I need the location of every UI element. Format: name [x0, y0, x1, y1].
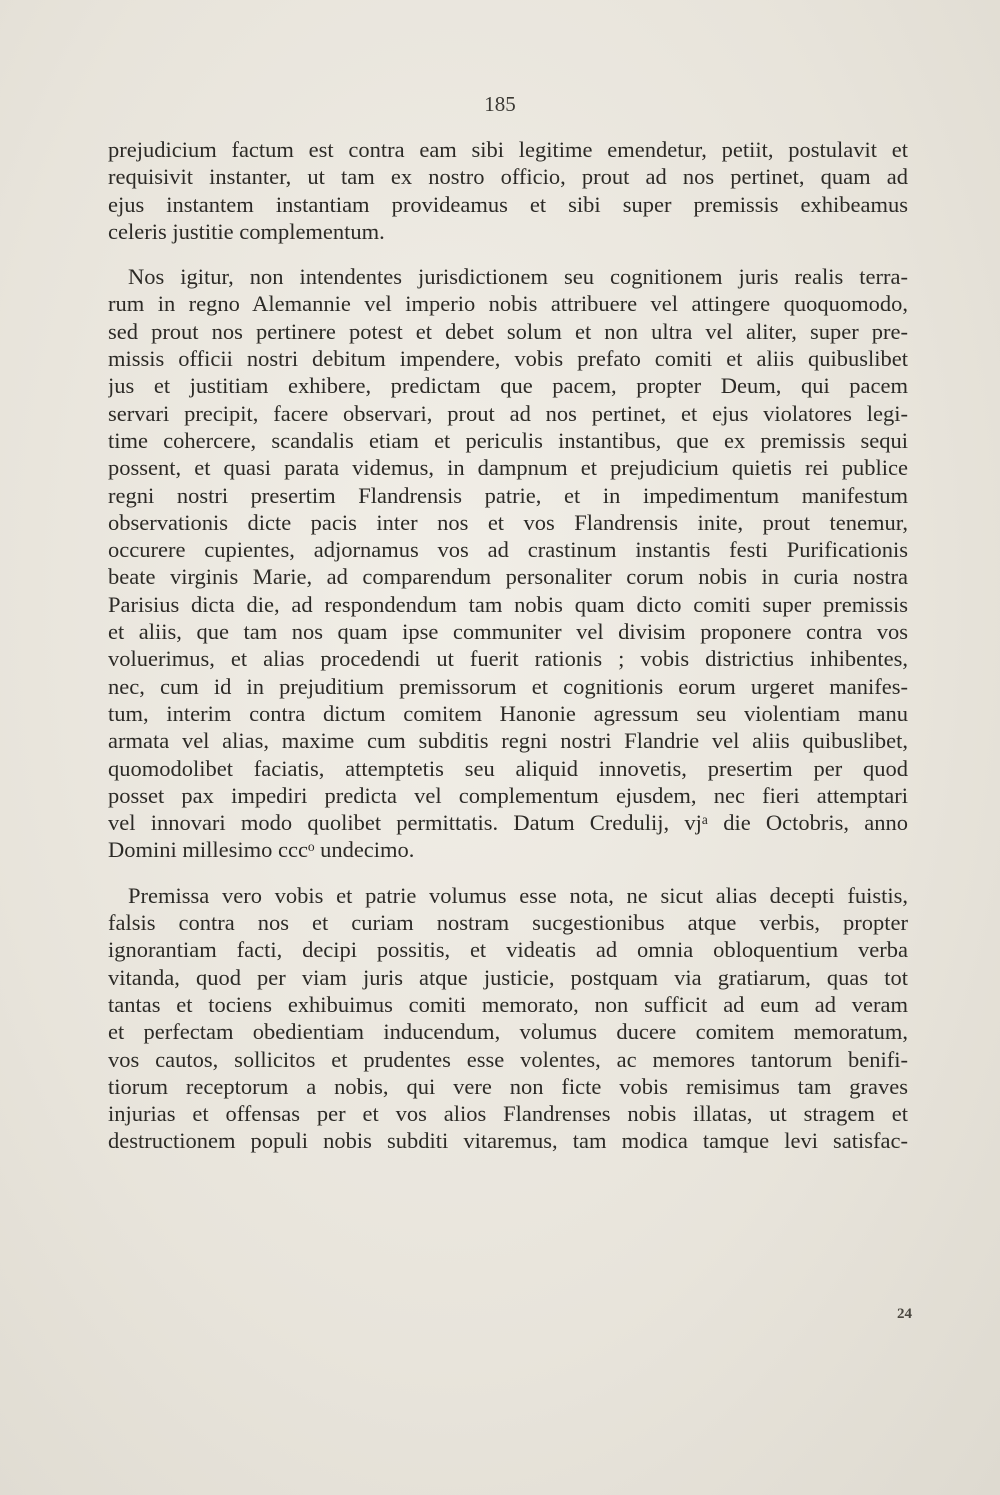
- text-line: destructionem populi nobis subditi vitaremus, tam modica tamque levi satisfac-: [108, 1128, 908, 1154]
- paragraph-1: [108, 136, 908, 245]
- text-line: jus et justitiam exhibere, predictam que pacem, propter Deum, qui pacem: [108, 373, 908, 399]
- text-line: injurias et offensas per et vos alios Flandrenses nobis illatas, ut stragem et: [108, 1101, 908, 1127]
- text-line: posset pax impediri predicta vel complementum ejusdem, nec fieri attemptari: [108, 782, 908, 808]
- paragraph-3: [108, 882, 908, 1155]
- text-line: servari precipit, facere observari, prout ad nos pertinet, et ejus violatores legi-: [108, 400, 908, 426]
- text-line: armata vel alias, maxime cum subditis regni nostri Flandrie vel aliis quibuslibet,: [108, 728, 908, 754]
- text-line: voluerimus, et alias procedendi ut fuerit rationis ; vobis districtius inhibentes,: [108, 646, 908, 672]
- text-line: ignorantiam facti, decipi possitis, et videatis ad omnia obloquentium verba: [108, 937, 908, 963]
- text-line: celeris justitie complementum.: [108, 218, 385, 244]
- text-line: et perfectam obedientiam inducendum, volumus ducere comitem memoratum,: [108, 1019, 908, 1045]
- text-line: sed prout nos pertinere potest et debet solum et non ultra vel aliter, super pre-: [108, 318, 908, 344]
- text-line: Nos igitur, non intendentes jurisdictionem seu cognitionem juris realis terra-: [128, 264, 908, 290]
- text-line: Parisius dicta die, ad respondendum tam nobis quam dicto comiti super premissis: [108, 591, 908, 617]
- text-line: tiorum receptorum a nobis, qui vere non ficte vobis remisimus tam graves: [108, 1073, 908, 1099]
- signature-mark: 24: [897, 1306, 912, 1322]
- text-line: nec, cum id in prejuditium premissorum et cognitionis eorum urgeret manifes-: [108, 673, 908, 699]
- text-line: observationis dicte pacis inter nos et vos Flandrensis inite, prout tenemur,: [108, 509, 908, 535]
- paragraph-2: [108, 263, 908, 864]
- text-line: regni nostri presertim Flandrensis patrie, et in impedimentum manifestum: [108, 482, 908, 508]
- text-line: vos cautos, sollicitos et prudentes esse volentes, ac memores tantorum benifi-: [108, 1046, 908, 1072]
- text-line: vel innovari modo quolibet permittatis. Datum Credulij, vjᵃ die Octobris, anno: [108, 810, 908, 836]
- text-line: vitanda, quod per viam juris atque justicie, postquam via gratiarum, quas tot: [108, 964, 908, 990]
- text-line: beate virginis Marie, ad comparendum personaliter corum nobis in curia nostra: [108, 564, 908, 590]
- text-line: tum, interim contra dictum comitem Hanonie agressum seu violentiam manu: [108, 700, 908, 726]
- text-line: requisivit instanter, ut tam ex nostro officio, prout ad nos pertinet, quam ad: [108, 164, 908, 190]
- text-line: time cohercere, scandalis etiam et periculis instantibus, que ex premissis sequi: [108, 427, 908, 453]
- text-line: quomodolibet faciatis, attemptetis seu aliquid innovetis, presertim per quod: [108, 755, 908, 781]
- text-line: ejus instantem instantiam provideamus et sibi super premissis exhibeamus: [108, 191, 908, 217]
- text-line: falsis contra nos et curiam nostram sucgestionibus atque verbis, propter: [108, 910, 908, 936]
- text-line: missis officii nostri debitum impendere, vobis prefato comiti et aliis quibuslibet: [108, 346, 908, 372]
- text-line: rum in regno Alemannie vel imperio nobis attribuere vel attingere quoquomodo,: [108, 291, 908, 317]
- text-line: Premissa vero vobis et patrie volumus esse nota, ne sicut alias decepti fuistis,: [128, 882, 908, 908]
- text-line: Domini millesimo cccᵒ undecimo.: [108, 837, 415, 863]
- body-text: [108, 136, 908, 1173]
- text-line: occurere cupientes, adjornamus vos ad crastinum instantis festi Purificationis: [108, 537, 908, 563]
- text-line: prejudicium factum est contra eam sibi legitime emendetur, petiit, postulavit et: [108, 137, 908, 162]
- text-line: et aliis, que tam nos quam ipse communiter vel divisim proponere contra vos: [108, 619, 908, 645]
- text-line: tantas et tociens exhibuimus comiti memorato, non sufficit ad eum ad veram: [108, 991, 908, 1017]
- page-number: 185: [484, 92, 516, 116]
- text-line: possent, et quasi parata videmus, in dampnum et prejudicium quietis rei publice: [108, 455, 908, 481]
